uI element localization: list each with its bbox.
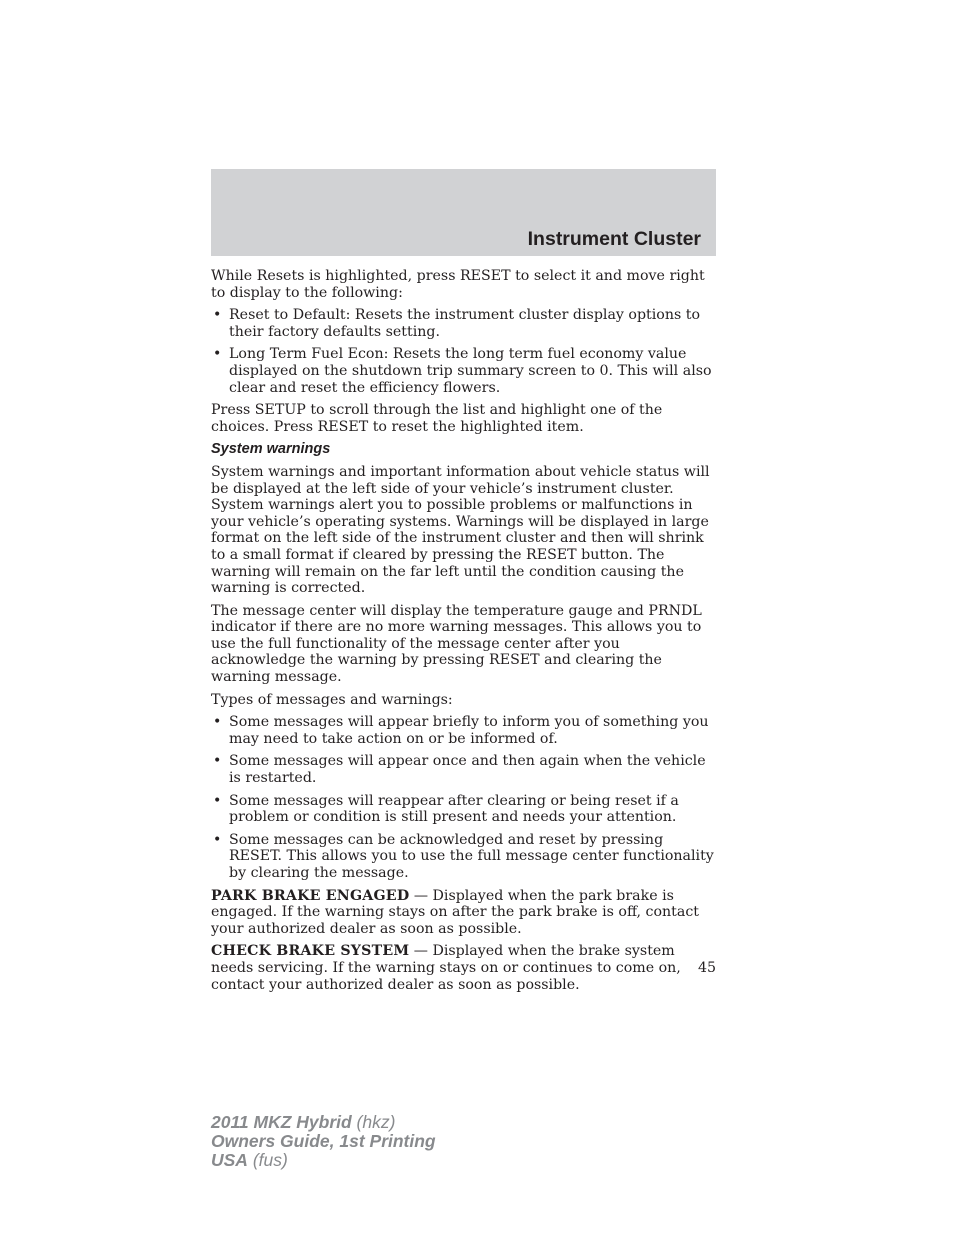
section-heading: System warnings (211, 441, 331, 458)
warning-term: PARK BRAKE ENGAGED (211, 887, 410, 904)
list-item: • Some messages will appear briefly to inform you of something you may need to take action on or be informed of. (213, 714, 709, 747)
footer-line-model: 2011 MKZ Hybrid (hkz) (211, 1112, 396, 1132)
reset-options-list (211, 307, 717, 396)
footer-line-region: USA (fus) (211, 1150, 288, 1170)
warning-description: — Displayed when the brake system needs servicing. If the warning stays on or continues to come on, contact your authorized dealer as soon as possible. (211, 943, 681, 993)
footer-line-guide: Owners Guide, 1st Printing (211, 1131, 436, 1151)
document-footer (211, 1113, 436, 1170)
warning-term: CHECK BRAKE SYSTEM (211, 943, 410, 960)
bullet-icon: • (213, 792, 222, 809)
types-intro: Types of messages and warnings: (211, 691, 453, 708)
message-center-paragraph: The message center will display the temperature gauge and PRNDL indicator if there are no more warning messages. This allows you to use the full functionality of the message center after you acknowledge the warning by pressing RESET and clearing the warning message. (211, 602, 702, 686)
page-content (211, 268, 717, 999)
setup-instruction-paragraph: Press SETUP to scroll through the list and highlight one of the choices. Press RESET to reset the highlighted item. (211, 402, 663, 435)
list-item: • Reset to Default: Resets the instrument cluster display options to their factory defaults setting. (213, 307, 701, 340)
bullet-icon: • (213, 831, 222, 848)
park-brake-warning (211, 888, 717, 938)
system-warnings-paragraph: System warnings and important information about vehicle status will be displayed at the left side of your vehicle’s instrument cluster. System warnings alert you to possible problems or malfunctions in your vehicle’s operating systems. Warnings will be displayed in large format on the left side of the instrument cluster and then will shrink to a small format if cleared by pressing the RESET button. The warning will remain on the far left until the condition causing the warning is corrected. (211, 463, 710, 597)
intro-paragraph: While Resets is highlighted, press RESET to select it and move right to display to the following: (211, 268, 705, 301)
warning-description: — Displayed when the park brake is engaged. If the warning stays on after the park brake is off, contact your authorized dealer as soon as possible. (211, 887, 699, 937)
section-header-band (211, 169, 716, 256)
list-item: • Some messages will reappear after clearing or being reset if a problem or condition is still present and needs your attention. (213, 792, 679, 826)
list-item: • Some messages can be acknowledged and reset by pressing RESET. This allows you to use the full message center functionality by clearing the message. (213, 831, 714, 881)
section-title: Instrument Cluster (527, 228, 701, 250)
page-number: 45 (697, 960, 716, 976)
bullet-icon: • (213, 714, 222, 731)
message-types-list (211, 714, 717, 881)
list-item: • Long Term Fuel Econ: Resets the long term fuel economy value displayed on the shutdown trip summary screen to 0. This will also clear and reset the efficiency flowers. (213, 346, 712, 396)
bullet-icon: • (213, 346, 222, 363)
list-item: • Some messages will appear once and then again when the vehicle is restarted. (213, 753, 706, 787)
bullet-icon: • (213, 753, 222, 770)
bullet-icon: • (213, 307, 222, 324)
